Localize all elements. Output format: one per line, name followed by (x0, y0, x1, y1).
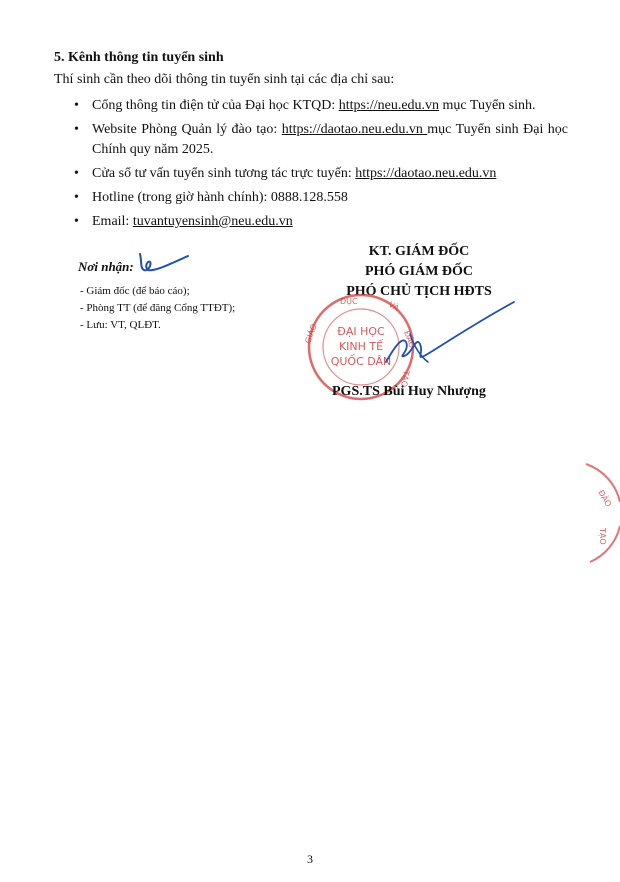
list-item: - Phòng TT (để đăng Cổng TTĐT); (80, 302, 236, 314)
consult-window-link[interactable]: https://daotao.neu.edu.vn (355, 166, 497, 181)
signer-name: PGS.TS Bùi Huy Nhượng (332, 384, 486, 399)
item-text: Email: (92, 214, 133, 229)
seal-text: KINH TẾ (338, 340, 384, 353)
item-text: Website Phòng Quản lý đào tạo: (92, 122, 282, 137)
list-item: - Lưu: VT, QLĐT. (80, 319, 161, 331)
seal-ring-text: ĐÀO (402, 329, 417, 350)
seal-text: ĐẠI HỌC (337, 325, 385, 338)
list-item (74, 96, 568, 116)
list-item (74, 212, 568, 232)
daotao-link[interactable]: https://daotao.neu.edu.vn (281, 122, 428, 137)
item-text: mục Tuyển sinh Đại học Chính quy năm 2025. (92, 122, 568, 157)
list-item (74, 164, 568, 184)
seal-ring-text: TẠO (399, 369, 411, 388)
edge-seal-text: ĐÀO (596, 488, 613, 509)
hotline-text: Hotline (trong giờ hành chính): 0888.128.558 (92, 190, 348, 205)
initial-mark-icon (136, 250, 192, 276)
signature-icon (380, 296, 520, 368)
seal-ring-text: GIÁO (303, 322, 319, 345)
item-text: mục Tuyển sinh. (439, 98, 536, 113)
list-item: - Giám đốc (để báo cáo); (80, 285, 190, 297)
seal-ring-text: VÀ (387, 299, 401, 313)
edge-seal-icon (566, 462, 620, 566)
recipients-title: Nơi nhận: (78, 259, 134, 274)
neu-portal-link[interactable]: https://neu.edu.vn (338, 98, 440, 113)
bullet-icon: • (74, 98, 79, 113)
list-item (74, 120, 568, 160)
item-text: Cửa sổ tư vấn tuyển sinh tương tác trực tuyến: (92, 166, 356, 181)
signature-title-3: PHÓ CHỦ TỊCH HĐTS (346, 284, 492, 299)
seal-ring-text: DỤC (340, 297, 358, 306)
seal-text: QUỐC DÂN (330, 355, 392, 368)
bullet-icon: • (74, 214, 79, 229)
signature-title-2: PHÓ GIÁM ĐỐC (364, 264, 474, 279)
contact-list (74, 96, 568, 236)
recipients-list (80, 283, 235, 334)
list-item (74, 188, 568, 208)
edge-seal-text: TẠO (598, 528, 607, 545)
signature-title-1: KT. GIÁM ĐỐC (368, 244, 470, 259)
bullet-icon: • (74, 166, 79, 181)
item-text: Cổng thông tin điện tử của Đại học KTQD: (92, 98, 339, 113)
bullet-icon: • (74, 122, 79, 137)
page-number: 3 (307, 852, 313, 866)
section-heading: 5. Kênh thông tin tuyển sinh (54, 50, 224, 65)
intro-text: Thí sinh cần theo dõi thông tin tuyển sinh tại các địa chỉ sau: (54, 72, 395, 87)
email-link[interactable]: tuvantuyensinh@neu.edu.vn (132, 214, 293, 229)
signature-block (330, 242, 508, 302)
bullet-icon: • (74, 190, 79, 205)
